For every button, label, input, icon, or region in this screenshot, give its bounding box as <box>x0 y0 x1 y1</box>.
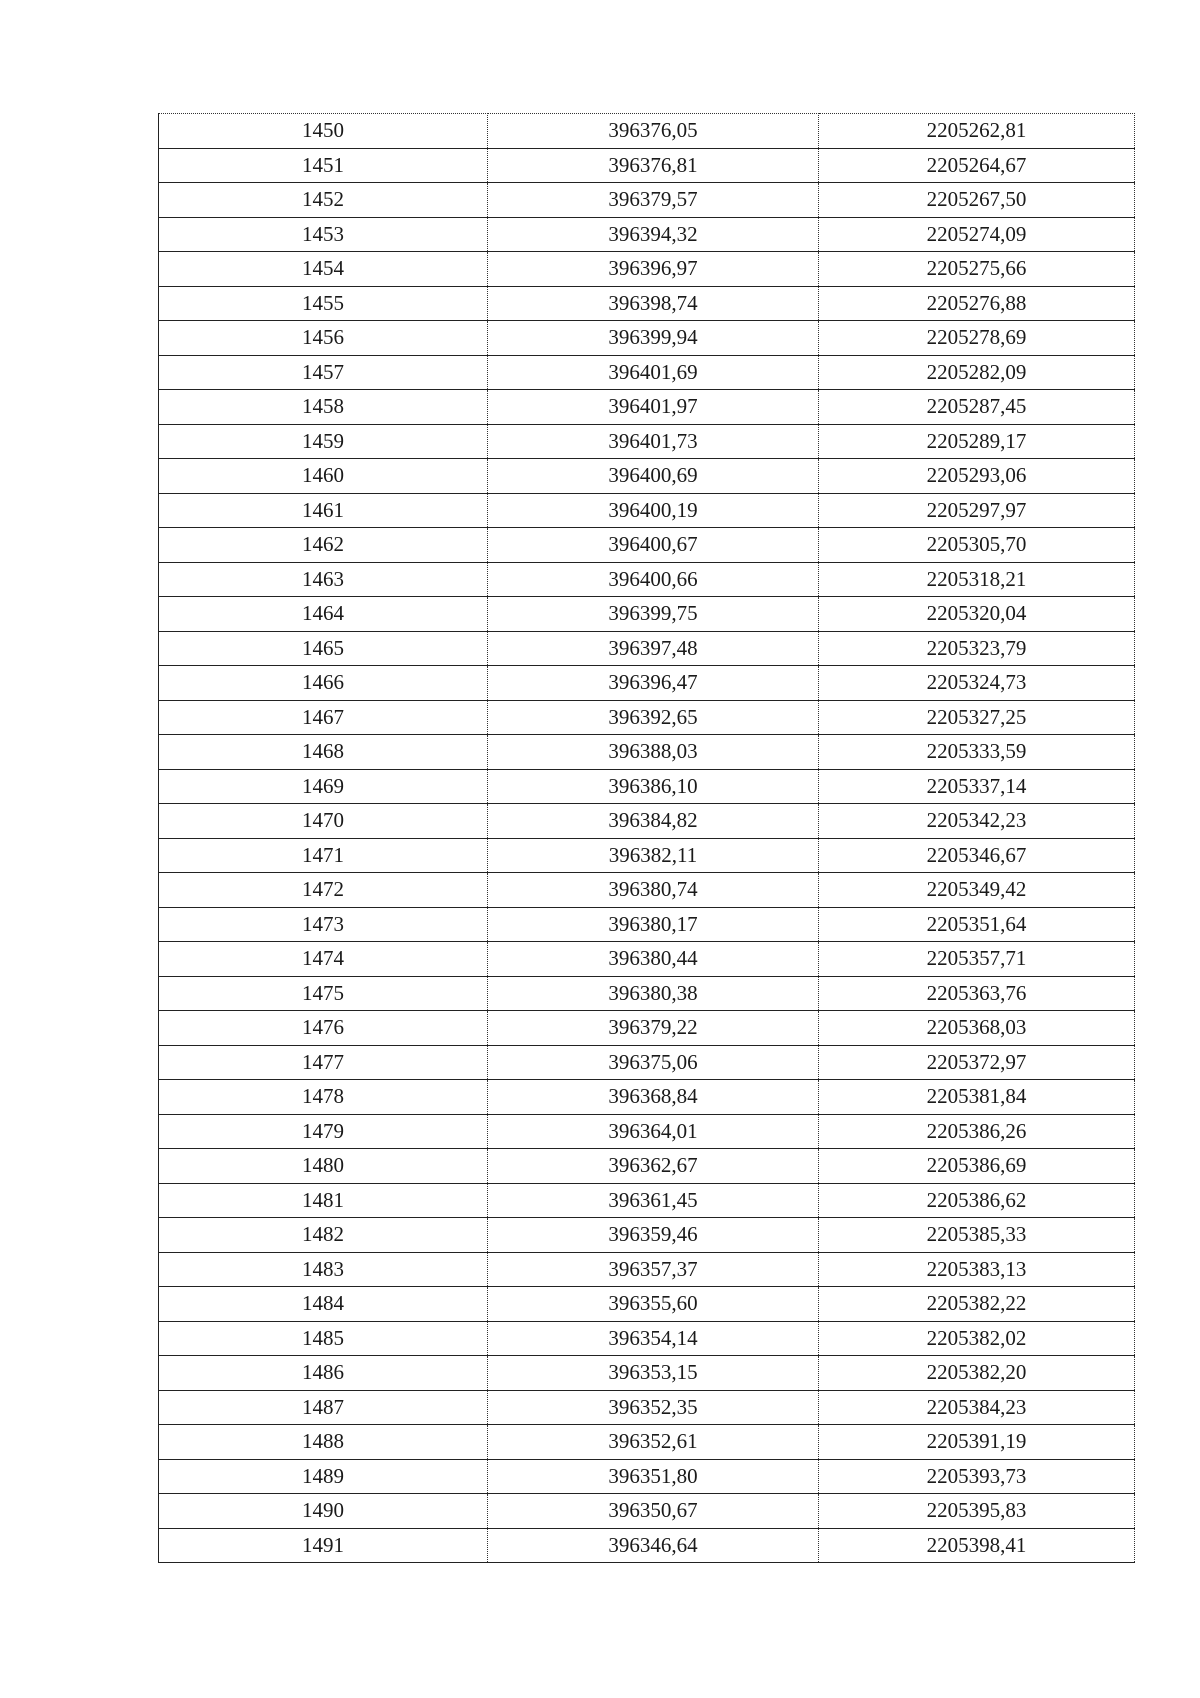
point-number-cell: 1474 <box>159 942 488 977</box>
table-row <box>159 769 1135 804</box>
x-coordinate-cell: 396352,61 <box>488 1425 819 1460</box>
x-coordinate-cell: 396355,60 <box>488 1287 819 1322</box>
y-coordinate-cell: 2205333,59 <box>819 735 1135 770</box>
x-coordinate-cell: 396351,80 <box>488 1459 819 1494</box>
table-row <box>159 1425 1135 1460</box>
table-row <box>159 1528 1135 1563</box>
y-coordinate-cell: 2205342,23 <box>819 804 1135 839</box>
x-coordinate-cell: 396396,47 <box>488 666 819 701</box>
table-row <box>159 666 1135 701</box>
x-coordinate-cell: 396400,19 <box>488 493 819 528</box>
table-row <box>159 907 1135 942</box>
point-number-cell: 1473 <box>159 907 488 942</box>
table-row <box>159 1114 1135 1149</box>
y-coordinate-cell: 2205351,64 <box>819 907 1135 942</box>
x-coordinate-cell: 396401,73 <box>488 424 819 459</box>
point-number-cell: 1478 <box>159 1080 488 1115</box>
x-coordinate-cell: 396352,35 <box>488 1390 819 1425</box>
y-coordinate-cell: 2205318,21 <box>819 562 1135 597</box>
point-number-cell: 1491 <box>159 1528 488 1563</box>
y-coordinate-cell: 2205287,45 <box>819 390 1135 425</box>
table-row <box>159 700 1135 735</box>
table-row <box>159 1218 1135 1253</box>
point-number-cell: 1487 <box>159 1390 488 1425</box>
point-number-cell: 1459 <box>159 424 488 459</box>
y-coordinate-cell: 2205305,70 <box>819 528 1135 563</box>
y-coordinate-cell: 2205386,26 <box>819 1114 1135 1149</box>
y-coordinate-cell: 2205267,50 <box>819 183 1135 218</box>
x-coordinate-cell: 396394,32 <box>488 217 819 252</box>
point-number-cell: 1467 <box>159 700 488 735</box>
table-row <box>159 735 1135 770</box>
table-row <box>159 355 1135 390</box>
y-coordinate-cell: 2205381,84 <box>819 1080 1135 1115</box>
table-row <box>159 1459 1135 1494</box>
table-row <box>159 873 1135 908</box>
table-row <box>159 1045 1135 1080</box>
point-number-cell: 1456 <box>159 321 488 356</box>
x-coordinate-cell: 396362,67 <box>488 1149 819 1184</box>
x-coordinate-cell: 396384,82 <box>488 804 819 839</box>
table-row <box>159 1321 1135 1356</box>
y-coordinate-cell: 2205264,67 <box>819 148 1135 183</box>
point-number-cell: 1477 <box>159 1045 488 1080</box>
x-coordinate-cell: 396388,03 <box>488 735 819 770</box>
point-number-cell: 1480 <box>159 1149 488 1184</box>
table-row <box>159 1183 1135 1218</box>
point-number-cell: 1481 <box>159 1183 488 1218</box>
y-coordinate-cell: 2205320,04 <box>819 597 1135 632</box>
y-coordinate-cell: 2205324,73 <box>819 666 1135 701</box>
x-coordinate-cell: 396400,66 <box>488 562 819 597</box>
point-number-cell: 1479 <box>159 1114 488 1149</box>
x-coordinate-cell: 396399,75 <box>488 597 819 632</box>
point-number-cell: 1483 <box>159 1252 488 1287</box>
coordinates-table-body <box>159 114 1135 1563</box>
y-coordinate-cell: 2205293,06 <box>819 459 1135 494</box>
y-coordinate-cell: 2205289,17 <box>819 424 1135 459</box>
table-row <box>159 183 1135 218</box>
point-number-cell: 1470 <box>159 804 488 839</box>
table-row <box>159 1011 1135 1046</box>
point-number-cell: 1471 <box>159 838 488 873</box>
point-number-cell: 1482 <box>159 1218 488 1253</box>
table-row <box>159 838 1135 873</box>
x-coordinate-cell: 396375,06 <box>488 1045 819 1080</box>
point-number-cell: 1469 <box>159 769 488 804</box>
x-coordinate-cell: 396398,74 <box>488 286 819 321</box>
y-coordinate-cell: 2205278,69 <box>819 321 1135 356</box>
x-coordinate-cell: 396364,01 <box>488 1114 819 1149</box>
x-coordinate-cell: 396346,64 <box>488 1528 819 1563</box>
y-coordinate-cell: 2205327,25 <box>819 700 1135 735</box>
table-row <box>159 1080 1135 1115</box>
y-coordinate-cell: 2205384,23 <box>819 1390 1135 1425</box>
table-row <box>159 976 1135 1011</box>
table-row <box>159 252 1135 287</box>
x-coordinate-cell: 396380,74 <box>488 873 819 908</box>
point-number-cell: 1490 <box>159 1494 488 1529</box>
y-coordinate-cell: 2205382,22 <box>819 1287 1135 1322</box>
table-row <box>159 597 1135 632</box>
y-coordinate-cell: 2205323,79 <box>819 631 1135 666</box>
table-row <box>159 217 1135 252</box>
table-row <box>159 528 1135 563</box>
point-number-cell: 1460 <box>159 459 488 494</box>
y-coordinate-cell: 2205368,03 <box>819 1011 1135 1046</box>
x-coordinate-cell: 396357,37 <box>488 1252 819 1287</box>
x-coordinate-cell: 396379,57 <box>488 183 819 218</box>
table-row <box>159 1287 1135 1322</box>
table-row <box>159 1356 1135 1391</box>
y-coordinate-cell: 2205276,88 <box>819 286 1135 321</box>
x-coordinate-cell: 396353,15 <box>488 1356 819 1391</box>
point-number-cell: 1450 <box>159 114 488 149</box>
table-row <box>159 286 1135 321</box>
point-number-cell: 1454 <box>159 252 488 287</box>
point-number-cell: 1462 <box>159 528 488 563</box>
y-coordinate-cell: 2205349,42 <box>819 873 1135 908</box>
point-number-cell: 1457 <box>159 355 488 390</box>
point-number-cell: 1475 <box>159 976 488 1011</box>
table-row <box>159 148 1135 183</box>
x-coordinate-cell: 396376,81 <box>488 148 819 183</box>
table-row <box>159 321 1135 356</box>
x-coordinate-cell: 396368,84 <box>488 1080 819 1115</box>
point-number-cell: 1488 <box>159 1425 488 1460</box>
y-coordinate-cell: 2205393,73 <box>819 1459 1135 1494</box>
y-coordinate-cell: 2205383,13 <box>819 1252 1135 1287</box>
point-number-cell: 1485 <box>159 1321 488 1356</box>
y-coordinate-cell: 2205274,09 <box>819 217 1135 252</box>
point-number-cell: 1476 <box>159 1011 488 1046</box>
table-row <box>159 1494 1135 1529</box>
x-coordinate-cell: 396400,67 <box>488 528 819 563</box>
y-coordinate-cell: 2205337,14 <box>819 769 1135 804</box>
y-coordinate-cell: 2205357,71 <box>819 942 1135 977</box>
y-coordinate-cell: 2205363,76 <box>819 976 1135 1011</box>
y-coordinate-cell: 2205372,97 <box>819 1045 1135 1080</box>
point-number-cell: 1472 <box>159 873 488 908</box>
point-number-cell: 1455 <box>159 286 488 321</box>
x-coordinate-cell: 396399,94 <box>488 321 819 356</box>
table-row <box>159 942 1135 977</box>
point-number-cell: 1464 <box>159 597 488 632</box>
x-coordinate-cell: 396380,38 <box>488 976 819 1011</box>
x-coordinate-cell: 396380,44 <box>488 942 819 977</box>
y-coordinate-cell: 2205382,20 <box>819 1356 1135 1391</box>
point-number-cell: 1458 <box>159 390 488 425</box>
point-number-cell: 1463 <box>159 562 488 597</box>
y-coordinate-cell: 2205385,33 <box>819 1218 1135 1253</box>
x-coordinate-cell: 396401,69 <box>488 355 819 390</box>
x-coordinate-cell: 396392,65 <box>488 700 819 735</box>
table-row <box>159 459 1135 494</box>
point-number-cell: 1489 <box>159 1459 488 1494</box>
y-coordinate-cell: 2205282,09 <box>819 355 1135 390</box>
table-row <box>159 114 1135 149</box>
point-number-cell: 1486 <box>159 1356 488 1391</box>
y-coordinate-cell: 2205391,19 <box>819 1425 1135 1460</box>
point-number-cell: 1465 <box>159 631 488 666</box>
x-coordinate-cell: 396359,46 <box>488 1218 819 1253</box>
y-coordinate-cell: 2205382,02 <box>819 1321 1135 1356</box>
x-coordinate-cell: 396380,17 <box>488 907 819 942</box>
table-row <box>159 424 1135 459</box>
y-coordinate-cell: 2205346,67 <box>819 838 1135 873</box>
coordinates-table <box>158 113 1135 1563</box>
table-row <box>159 1149 1135 1184</box>
x-coordinate-cell: 396376,05 <box>488 114 819 149</box>
x-coordinate-cell: 396396,97 <box>488 252 819 287</box>
table-row <box>159 1252 1135 1287</box>
point-number-cell: 1451 <box>159 148 488 183</box>
table-row <box>159 390 1135 425</box>
table-row <box>159 1390 1135 1425</box>
y-coordinate-cell: 2205395,83 <box>819 1494 1135 1529</box>
y-coordinate-cell: 2205386,69 <box>819 1149 1135 1184</box>
table-row <box>159 804 1135 839</box>
x-coordinate-cell: 396386,10 <box>488 769 819 804</box>
x-coordinate-cell: 396401,97 <box>488 390 819 425</box>
table-row <box>159 631 1135 666</box>
table-row <box>159 493 1135 528</box>
y-coordinate-cell: 2205398,41 <box>819 1528 1135 1563</box>
point-number-cell: 1453 <box>159 217 488 252</box>
point-number-cell: 1466 <box>159 666 488 701</box>
point-number-cell: 1484 <box>159 1287 488 1322</box>
y-coordinate-cell: 2205262,81 <box>819 114 1135 149</box>
y-coordinate-cell: 2205275,66 <box>819 252 1135 287</box>
point-number-cell: 1452 <box>159 183 488 218</box>
x-coordinate-cell: 396379,22 <box>488 1011 819 1046</box>
point-number-cell: 1461 <box>159 493 488 528</box>
x-coordinate-cell: 396400,69 <box>488 459 819 494</box>
x-coordinate-cell: 396397,48 <box>488 631 819 666</box>
x-coordinate-cell: 396350,67 <box>488 1494 819 1529</box>
y-coordinate-cell: 2205386,62 <box>819 1183 1135 1218</box>
table-row <box>159 562 1135 597</box>
point-number-cell: 1468 <box>159 735 488 770</box>
x-coordinate-cell: 396382,11 <box>488 838 819 873</box>
y-coordinate-cell: 2205297,97 <box>819 493 1135 528</box>
x-coordinate-cell: 396361,45 <box>488 1183 819 1218</box>
x-coordinate-cell: 396354,14 <box>488 1321 819 1356</box>
